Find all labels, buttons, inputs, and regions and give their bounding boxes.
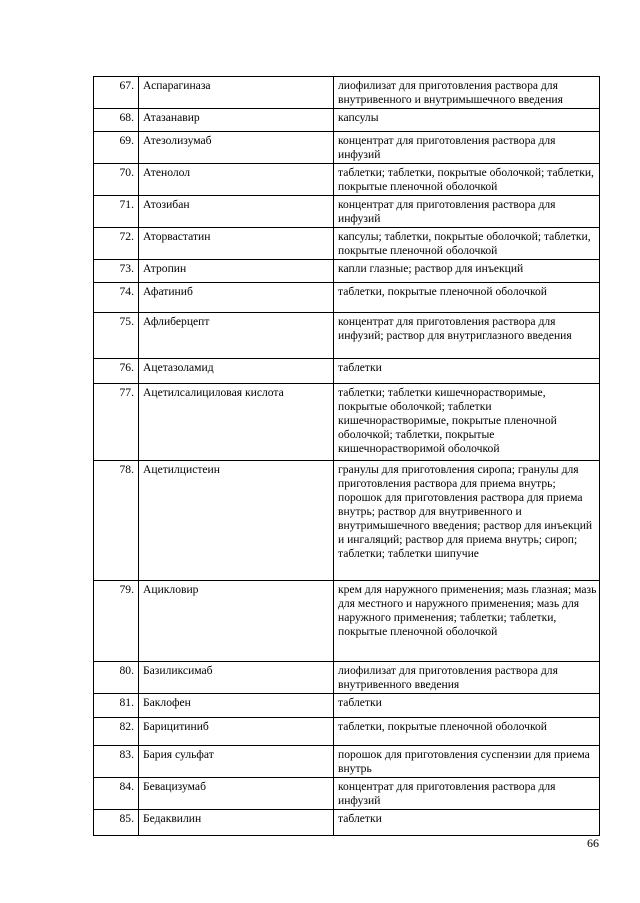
table-row — [94, 228, 600, 260]
drug-name: Атенолол — [139, 164, 334, 196]
table-row — [94, 694, 600, 718]
row-number: 81. — [94, 694, 139, 718]
dosage-form: таблетки, покрытые пленочной оболочкой — [334, 718, 600, 746]
drug-name: Бедаквилин — [139, 810, 334, 836]
row-number: 72. — [94, 228, 139, 260]
row-number: 83. — [94, 746, 139, 778]
drug-name: Атазанавир — [139, 109, 334, 132]
row-number: 77. — [94, 384, 139, 461]
table-row — [94, 283, 600, 313]
row-number: 85. — [94, 810, 139, 836]
row-number: 73. — [94, 260, 139, 283]
table-row — [94, 718, 600, 746]
drug-name: Базиликсимаб — [139, 662, 334, 694]
drug-name: Атропин — [139, 260, 334, 283]
row-number: 67. — [94, 77, 139, 109]
drug-name: Афлиберцепт — [139, 313, 334, 359]
drug-name: Афатиниб — [139, 283, 334, 313]
table-row — [94, 132, 600, 164]
table-row — [94, 778, 600, 810]
row-number: 76. — [94, 359, 139, 384]
row-number: 78. — [94, 461, 139, 581]
row-number: 75. — [94, 313, 139, 359]
dosage-form: таблетки, покрытые пленочной оболочкой — [334, 283, 600, 313]
table-row — [94, 109, 600, 132]
page-number: 66 — [587, 836, 599, 850]
dosage-form: капсулы; таблетки, покрытые оболочкой; таблетки, покрытые пленочной оболочкой — [334, 228, 600, 260]
dosage-form: концентрат для приготовления раствора для инфузий — [334, 196, 600, 228]
row-number: 70. — [94, 164, 139, 196]
table-row — [94, 313, 600, 359]
row-number: 80. — [94, 662, 139, 694]
drug-name: Баклофен — [139, 694, 334, 718]
drug-name: Барицитиниб — [139, 718, 334, 746]
dosage-form: концентрат для приготовления раствора для инфузий; раствор для внутриглазного введения — [334, 313, 600, 359]
drug-name: Ацетилсалициловая кислота — [139, 384, 334, 461]
dosage-form: таблетки — [334, 694, 600, 718]
dosage-form: концентрат для приготовления раствора для инфузий — [334, 132, 600, 164]
dosage-form: капсулы — [334, 109, 600, 132]
row-number: 84. — [94, 778, 139, 810]
row-number: 82. — [94, 718, 139, 746]
drug-name: Ацикловир — [139, 581, 334, 662]
table-row — [94, 196, 600, 228]
drug-name: Аспарагиназа — [139, 77, 334, 109]
dosage-form: таблетки; таблетки, покрытые оболочкой; таблетки, покрытые пленочной оболочкой — [334, 164, 600, 196]
table-row — [94, 384, 600, 461]
dosage-form: лиофилизат для приготовления раствора для внутривенного и внутримышечного введения — [334, 77, 600, 109]
drug-name: Атозибан — [139, 196, 334, 228]
dosage-form: таблетки — [334, 810, 600, 836]
table-row — [94, 810, 600, 836]
row-number: 68. — [94, 109, 139, 132]
drug-name: Ацетилцистеин — [139, 461, 334, 581]
dosage-form: капли глазные; раствор для инъекций — [334, 260, 600, 283]
table-row — [94, 260, 600, 283]
drug-table — [93, 76, 600, 836]
drug-table-body — [94, 77, 600, 836]
drug-name: Бевацизумаб — [139, 778, 334, 810]
table-row — [94, 581, 600, 662]
drug-name: Бария сульфат — [139, 746, 334, 778]
drug-name: Атезолизумаб — [139, 132, 334, 164]
dosage-form: таблетки — [334, 359, 600, 384]
dosage-form: лиофилизат для приготовления раствора для внутривенного введения — [334, 662, 600, 694]
table-row — [94, 77, 600, 109]
dosage-form: таблетки; таблетки кишечнорастворимые, покрытые оболочкой; таблетки кишечнорастворимые, покрытые пленочной оболочкой; таблетки, покрытые кишечнорастворимой оболочкой — [334, 384, 600, 461]
table-row — [94, 164, 600, 196]
table-row — [94, 461, 600, 581]
table-row — [94, 359, 600, 384]
table-row — [94, 746, 600, 778]
table-row — [94, 662, 600, 694]
row-number: 79. — [94, 581, 139, 662]
row-number: 71. — [94, 196, 139, 228]
dosage-form: концентрат для приготовления раствора для инфузий — [334, 778, 600, 810]
dosage-form: гранулы для приготовления сиропа; гранулы для приготовления раствора для приема внутрь; порошок для приготовления раствора для приема внутрь; раствор для внутривенного и внутримышечного введения; раствор для инъекций и ингаляций; раствор для приема внутрь; сироп; таблетки; таблетки шипучие — [334, 461, 600, 581]
row-number: 74. — [94, 283, 139, 313]
dosage-form: порошок для приготовления суспензии для приема внутрь — [334, 746, 600, 778]
drug-name: Ацетазоламид — [139, 359, 334, 384]
drug-name: Аторвастатин — [139, 228, 334, 260]
row-number: 69. — [94, 132, 139, 164]
dosage-form: крем для наружного применения; мазь глазная; мазь для местного и наружного применения; мазь для наружного применения; таблетки; таблетки, покрытые пленочной оболочкой — [334, 581, 600, 662]
